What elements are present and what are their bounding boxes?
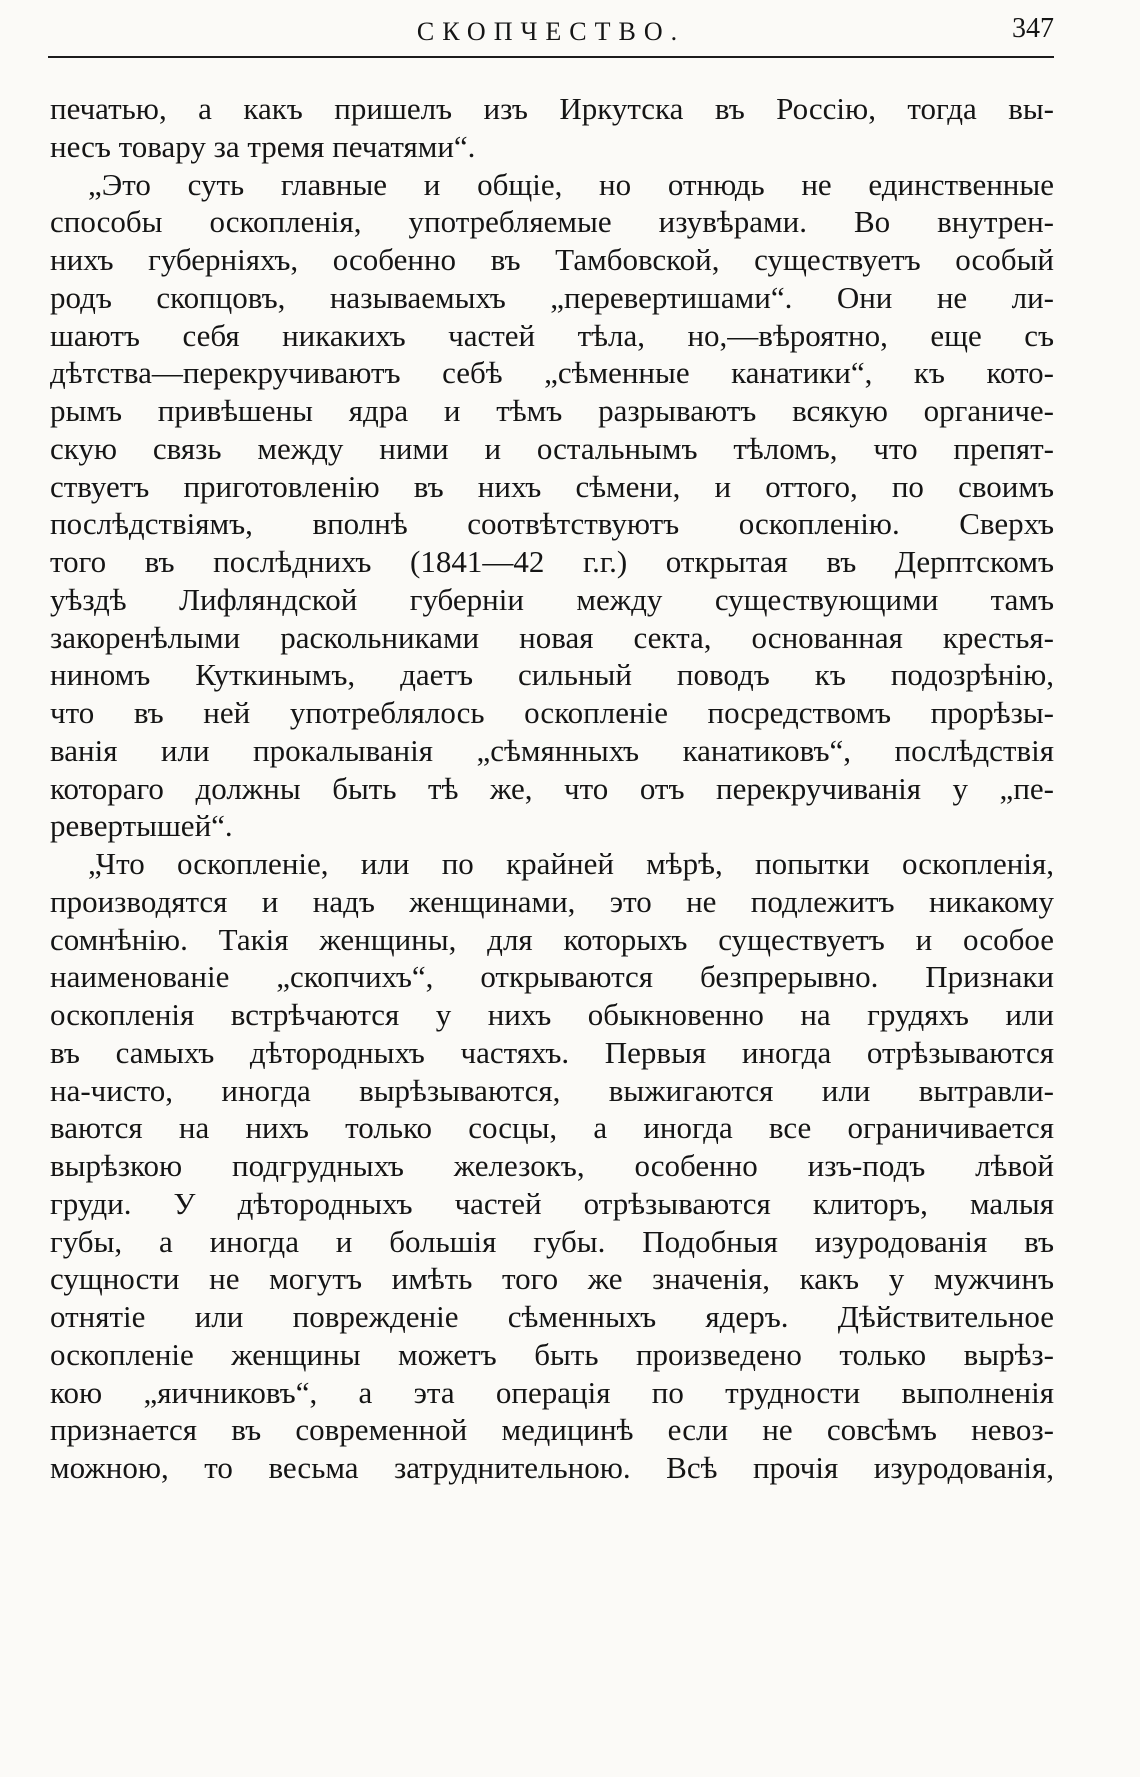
text-line: несъ товару за тремя печатями“.: [50, 128, 476, 164]
text-line: способы оскопленія, употребляемые изувѣрами. Во внутрен-: [50, 204, 1054, 240]
text-line: ревертышей“.: [50, 808, 233, 844]
body-text: [50, 90, 1054, 1487]
text-line: признается въ современной медицинѣ если не совсѣмъ невоз-: [50, 1412, 1054, 1448]
text-line: въ самыхъ дѣтородныхъ частяхъ. Первыя иногда отрѣзываются: [50, 1034, 1054, 1070]
text-line: ваются на нихъ только сосцы, а иногда все ограничивается: [50, 1110, 1054, 1146]
text-line: наименованіе „скопчихъ“, открываются безпрерывно. Признаки: [50, 959, 1054, 995]
text-line: сущности не могутъ имѣть того же значенія, какъ у мужчинъ: [50, 1261, 1054, 1297]
text-line: оскопленіе женщины можетъ быть произведено только вырѣз-: [50, 1336, 1054, 1372]
text-line: кою „яичниковъ“, а эта операція по трудности выполненія: [50, 1374, 1054, 1410]
text-line: родъ скопцовъ, называемыхъ „перевертишами“. Они не ли-: [50, 279, 1054, 315]
page-header: [48, 12, 1054, 58]
text-line: сомнѣнію. Такія женщины, для которыхъ существуетъ и особое: [50, 921, 1054, 957]
running-title: СКОПЧЕСТВО.: [416, 17, 686, 46]
text-line: отнятіе или поврежденіе сѣменныхъ ядеръ. Дѣйствительное: [50, 1299, 1054, 1334]
text-line: на-чисто, иногда вырѣзываются, выжигаются или вытравли-: [50, 1072, 1054, 1108]
text-line: ствуетъ приготовленію въ нихъ сѣмени, и оттого, по своимъ: [50, 468, 1054, 504]
text-line: печатью, а какъ пришелъ изъ Иркутска въ Россію, тогда вы-: [50, 91, 1054, 126]
page-number: 347: [1012, 13, 1054, 44]
text-line: послѣдствіямъ, вполнѣ соотвѣтствуютъ оскопленію. Сверхъ: [50, 506, 1054, 542]
text-line: закоренѣлыми раскольниками новая секта, основанная крестья-: [50, 619, 1054, 655]
text-line: нихъ губерніяхъ, особенно въ Тамбовской, существуетъ особый: [50, 242, 1054, 277]
text-line: оскопленія встрѣчаются у нихъ обыкновенно на грудяхъ или: [50, 997, 1054, 1032]
text-line: дѣтства—перекручиваютъ себѣ „сѣменные канатики“, къ кото-: [50, 355, 1054, 391]
text-line: губы, а иногда и большія губы. Подобныя изуродованія въ: [50, 1223, 1054, 1259]
header-rule: [48, 56, 1054, 58]
text-line: производятся и надъ женщинами, это не подлежитъ никакому: [50, 883, 1054, 919]
text-line: вырѣзкою подгрудныхъ железокъ, особенно изъ-подъ лѣвой: [50, 1148, 1054, 1183]
text-line: того въ послѣднихъ (1841—42 г.г.) открытая въ Дерптскомъ: [50, 544, 1054, 579]
text-line: котораго должны быть тѣ же, что отъ перекручиванія у „пе-: [50, 770, 1054, 806]
text-line: груди. У дѣтородныхъ частей отрѣзываются клиторъ, малыя: [50, 1185, 1054, 1221]
text-line: можною, то весьма затруднительною. Всѣ прочія изуродованія,: [50, 1450, 1054, 1485]
text-line: ванія или прокалыванія „сѣмянныхъ канатиковъ“, послѣдствія: [50, 732, 1054, 768]
text-line: шаютъ себя никакихъ частей тѣла, но,—вѣроятно, еще съ: [50, 317, 1054, 353]
text-line: скую связь между ними и остальнымъ тѣломъ, что препят-: [50, 430, 1054, 466]
text-line: ниномъ Куткинымъ, даетъ сильный поводъ къ подозрѣнію,: [50, 657, 1054, 693]
text-line: „Что оскопленіе, или по крайней мѣрѣ, попытки оскопленія,: [88, 846, 1054, 881]
text-line: уѣздѣ Лифляндской губерніи между существующими тамъ: [50, 581, 1054, 617]
text-line: что въ ней употреблялось оскопленіе посредствомъ прорѣзы-: [50, 695, 1054, 730]
text-line: „Это суть главные и общіе, но отнюдь не единственные: [88, 166, 1054, 202]
text-line: рымъ привѣшены ядра и тѣмъ разрываютъ всякую органиче-: [50, 393, 1054, 428]
